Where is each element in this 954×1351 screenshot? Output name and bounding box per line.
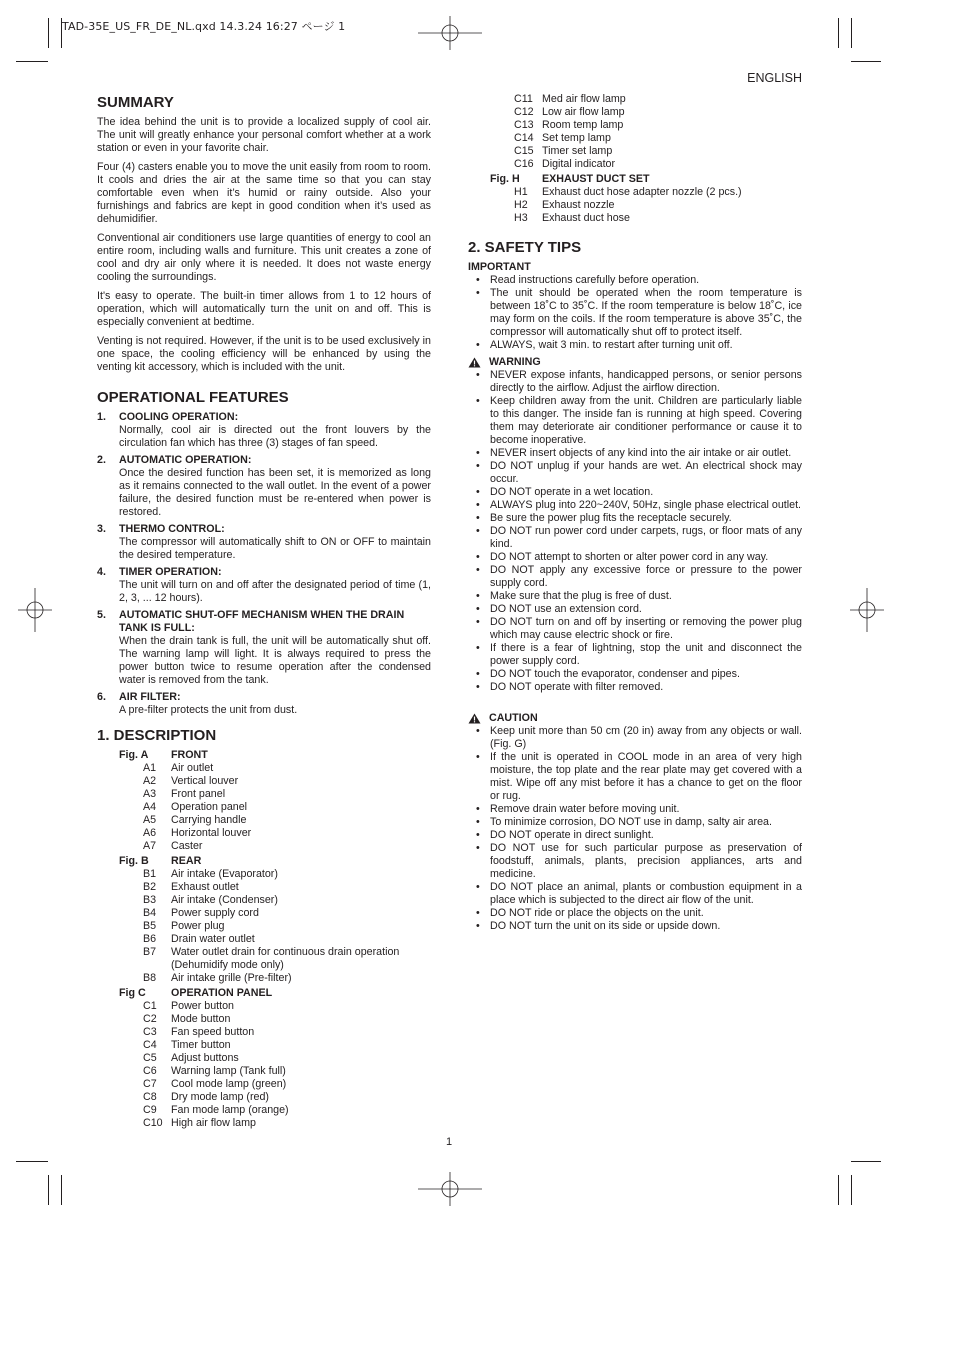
- feature-number: 3.: [97, 523, 106, 535]
- figure-part: [119, 762, 431, 775]
- part-code: C7: [143, 1078, 157, 1090]
- figure-part: [490, 119, 802, 132]
- part-name: Caster: [171, 840, 203, 852]
- part-name: Set temp lamp: [542, 132, 611, 144]
- feature-item: [97, 566, 431, 605]
- figure-name: REAR: [171, 855, 202, 867]
- feature-title: COOLING OPERATION:: [119, 411, 239, 423]
- figure-heading: [119, 987, 431, 1000]
- part-name: Water outlet drain for continuous drain operation (Dehumidify mode only): [171, 946, 400, 971]
- summary-paragraph: Four (4) casters enable you to move the unit easily from room to room. It cools and dries the air at the same time so that you can stay comfortable even when it’s humid or rainy outside. Also your furnishings and fabrics are kept in good condition when it’s used as dehumidifier.: [97, 161, 431, 225]
- important-label: IMPORTANT: [468, 261, 531, 273]
- bullet-item: • The unit should be operated when the room temperature is between 18˚C to 35˚C. If the room temperature is below 18˚C, ice may form on the coils. If the room temperature is above 35˚C, the compressor will automatically shut off to protect itself.: [468, 287, 802, 339]
- part-name: Exhaust duct hose: [542, 212, 630, 224]
- part-name: Cool mode lamp (green): [171, 1078, 287, 1090]
- part-code: A1: [143, 762, 157, 774]
- figure-label: Fig. B: [119, 855, 149, 867]
- bullet-item: • DO NOT turn on and off by inserting or removing the power plug which may cause electric shock or fire.: [468, 616, 802, 642]
- part-code: A2: [143, 775, 157, 787]
- bullet-item: • To minimize corrosion, DO NOT use in damp, salty air area.: [468, 816, 802, 829]
- feature-body: Normally, cool air is directed out the front louvers by the circulation fan which has three (3) stages of fan speed.: [119, 424, 431, 449]
- feature-item: [97, 523, 431, 562]
- part-code: A5: [143, 814, 157, 826]
- part-code: C3: [143, 1026, 157, 1038]
- part-code: C15: [514, 145, 534, 157]
- part-name: Digital indicator: [542, 158, 616, 170]
- part-code: B5: [143, 920, 157, 932]
- part-code: C10: [143, 1117, 163, 1129]
- feature-item: [97, 411, 431, 450]
- part-code: B8: [143, 972, 157, 984]
- bullet-item: • DO NOT turn the unit on its side or upside down.: [468, 920, 802, 933]
- part-name: Power plug: [171, 920, 225, 932]
- part-name: Air outlet: [171, 762, 214, 774]
- part-name: Vertical louver: [171, 775, 239, 787]
- part-name: Air intake (Condenser): [171, 894, 278, 906]
- registration-mark-bottom: [418, 1172, 482, 1206]
- figure-part: [490, 145, 802, 158]
- feature-heading: [97, 691, 431, 704]
- feature-item: [97, 691, 431, 717]
- feature-heading: [97, 523, 431, 536]
- feature-body: The unit will turn on and off after the designated period of time (1, 2, 3, ... 12 hours).: [119, 579, 431, 604]
- part-code: H1: [514, 186, 528, 198]
- feature-item: [97, 454, 431, 519]
- caution-label: CAUTION: [489, 712, 538, 724]
- figure-label: Fig. H: [490, 173, 520, 185]
- file-slug: TAD-35E_US_FR_DE_NL.qxd 14.3.24 16:27 ページ 1: [62, 20, 346, 33]
- feature-body: The compressor will automatically shift to ON or OFF to maintain the desired temperature.: [119, 536, 431, 561]
- part-name: Power supply cord: [171, 907, 259, 919]
- warning-label: WARNING: [489, 356, 541, 368]
- bullet-item: • If the unit is operated in COOL mode in an area of very high moisture, the top plate and the rear plate may get covered with a mist. Wipe off any mist before it has a chance to get on the floor or rug.: [468, 751, 802, 803]
- caution-list: [468, 725, 802, 933]
- safety-heading: 2. SAFETY TIPS: [468, 239, 582, 256]
- feature-title: THERMO CONTROL:: [119, 523, 225, 535]
- part-name: Exhaust outlet: [171, 881, 239, 893]
- description-figures: [97, 749, 431, 1130]
- summary-heading: SUMMARY: [97, 94, 174, 111]
- bullet-item: • DO NOT touch the evaporator, condenser and pipes.: [468, 668, 802, 681]
- part-code: C8: [143, 1091, 157, 1103]
- part-code: C13: [514, 119, 534, 131]
- bullet-item: • ALWAYS plug into 220~240V, 50Hz, single phase electrical outlet.: [468, 499, 802, 512]
- feature-title: AIR FILTER:: [119, 691, 181, 703]
- figure-part: [490, 199, 802, 212]
- feature-item: [97, 609, 431, 687]
- part-code: B2: [143, 881, 157, 893]
- feature-heading: [97, 566, 431, 579]
- part-name: Fan speed button: [171, 1026, 255, 1038]
- feature-title: AUTOMATIC SHUT-OFF MECHANISM WHEN THE DRAIN TANK IS FULL:: [119, 609, 405, 634]
- feature-heading: [97, 609, 431, 635]
- part-name: Horizontal louver: [171, 827, 252, 839]
- feature-number: 5.: [97, 609, 106, 621]
- part-name: Operation panel: [171, 801, 248, 813]
- part-code: B7: [143, 946, 157, 958]
- summary-body: [97, 116, 431, 374]
- feature-title: TIMER OPERATION:: [119, 566, 222, 578]
- caution-heading: [468, 712, 802, 725]
- bullet-item: • DO NOT use an extension cord.: [468, 603, 802, 616]
- feature-heading: [97, 411, 431, 424]
- figure-part: [119, 1000, 431, 1013]
- figure-part: [119, 827, 431, 840]
- figure-label: Fig. A: [119, 749, 149, 761]
- language-label: ENGLISH: [747, 71, 802, 85]
- bullet-item: • DO NOT operate in a wet location.: [468, 486, 802, 499]
- part-name: Warning lamp (Tank full): [171, 1065, 286, 1077]
- bullet-item: • Remove drain water before moving unit.: [468, 803, 802, 816]
- important-list: [468, 274, 802, 352]
- figure-group: [119, 987, 431, 1130]
- bullet-item: • DO NOT operate in direct sunlight.: [468, 829, 802, 842]
- figure-heading: [119, 749, 431, 762]
- figure-part: [119, 1026, 431, 1039]
- figure-label: Fig C: [119, 987, 146, 999]
- figure-name: FRONT: [171, 749, 208, 761]
- figure-heading: [119, 855, 431, 868]
- part-name: Exhaust nozzle: [542, 199, 615, 211]
- bullet-item: • DO NOT ride or place the objects on the unit.: [468, 907, 802, 920]
- part-name: Dry mode lamp (red): [171, 1091, 269, 1103]
- part-code: C16: [514, 158, 534, 170]
- part-code: H3: [514, 212, 528, 224]
- warning-heading: [468, 356, 802, 369]
- feature-number: 6.: [97, 691, 106, 703]
- part-code: C1: [143, 1000, 157, 1012]
- figure-part: [119, 1039, 431, 1052]
- left-column: [97, 94, 431, 1130]
- part-name: Carrying handle: [171, 814, 247, 826]
- part-code: A7: [143, 840, 157, 852]
- part-name: Fan mode lamp (orange): [171, 1104, 289, 1116]
- figure-part: [119, 1078, 431, 1091]
- bullet-item: • DO NOT operate with filter removed.: [468, 681, 802, 694]
- right-column: [468, 94, 802, 937]
- part-code: B1: [143, 868, 157, 880]
- caution-icon: [468, 713, 481, 724]
- part-name: Power button: [171, 1000, 234, 1012]
- bullet-item: • NEVER insert objects of any kind into the air intake or air outlet.: [468, 447, 802, 460]
- page-number: 1: [446, 1136, 453, 1148]
- figure-part: [119, 946, 431, 972]
- figure-part: [119, 1104, 431, 1117]
- figure-group: [490, 93, 802, 171]
- figure-part: [119, 1013, 431, 1026]
- figure-part: [119, 840, 431, 853]
- bullet-item: • Make sure that the plug is free of dust.: [468, 590, 802, 603]
- part-code: C14: [514, 132, 534, 144]
- bullet-item: • Be sure the power plug fits the receptacle securely.: [468, 512, 802, 525]
- features-heading: OPERATIONAL FEATURES: [97, 389, 289, 406]
- part-code: C5: [143, 1052, 157, 1064]
- part-name: Timer button: [171, 1039, 231, 1051]
- figure-group: [119, 855, 431, 985]
- part-code: C11: [514, 93, 533, 105]
- part-code: B3: [143, 894, 157, 906]
- figure-name: EXHAUST DUCT SET: [542, 173, 650, 185]
- bullet-item: • DO NOT unplug if your hands are wet. An electrical shock may occur.: [468, 460, 802, 486]
- part-code: A6: [143, 827, 157, 839]
- bullet-item: • DO NOT place an animal, plants or combustion equipment in a place which is subjected to the direct air flow of the unit.: [468, 881, 802, 907]
- figure-part: [119, 1091, 431, 1104]
- figure-group: [490, 173, 802, 225]
- figure-name: OPERATION PANEL: [171, 987, 273, 999]
- figure-part: [490, 158, 802, 171]
- part-code: C4: [143, 1039, 157, 1051]
- features-list: [97, 411, 431, 717]
- figure-part: [490, 106, 802, 119]
- bullet-item: • NEVER expose infants, handicapped persons, or senior persons directly to the airflow. Adjust the airflow direction.: [468, 369, 802, 395]
- figure-part: [490, 212, 802, 225]
- part-name: Low air flow lamp: [542, 106, 625, 118]
- figure-part: [490, 93, 802, 106]
- figure-part: [119, 933, 431, 946]
- bullet-item: • DO NOT apply any excessive force or pressure to the power supply cord.: [468, 564, 802, 590]
- bullet-item: • If there is a fear of lightning, stop the unit and disconnect the power supply cord.: [468, 642, 802, 668]
- part-name: Mode button: [171, 1013, 231, 1025]
- part-code: B6: [143, 933, 157, 945]
- feature-body: A pre-filter protects the unit from dust.: [119, 704, 298, 716]
- figure-part: [490, 186, 802, 199]
- figure-heading: [490, 173, 802, 186]
- bullet-item: • ALWAYS, wait 3 min. to restart after turning unit off.: [468, 339, 802, 352]
- description-figures-continued: [468, 93, 802, 225]
- figure-part: [119, 972, 431, 985]
- part-code: H2: [514, 199, 528, 211]
- figure-part: [119, 775, 431, 788]
- important-heading: [468, 261, 802, 274]
- figure-part: [490, 132, 802, 145]
- description-heading: 1. DESCRIPTION: [97, 727, 217, 744]
- part-name: High air flow lamp: [171, 1117, 256, 1129]
- figure-part: [119, 1065, 431, 1078]
- figure-part: [119, 894, 431, 907]
- figure-part: [119, 868, 431, 881]
- part-name: Front panel: [171, 788, 226, 800]
- part-name: Adjust buttons: [171, 1052, 239, 1064]
- figure-part: [119, 814, 431, 827]
- bullet-item: • Read instructions carefully before operation.: [468, 274, 802, 287]
- feature-number: 2.: [97, 454, 106, 466]
- part-code: C9: [143, 1104, 157, 1116]
- figure-part: [119, 801, 431, 814]
- figure-part: [119, 1117, 431, 1130]
- figure-group: [119, 749, 431, 853]
- warning-list: [468, 369, 802, 694]
- figure-part: [119, 1052, 431, 1065]
- part-name: Timer set lamp: [542, 145, 613, 157]
- registration-mark-right: [850, 588, 884, 632]
- summary-paragraph: Conventional air conditioners use large quantities of energy to cool an entire room, including walls and furniture. This unit creates a zone of cool and dry air only where it is needed. It does not waste energy cooling the surroundings.: [97, 232, 431, 283]
- feature-number: 1.: [97, 411, 106, 423]
- part-code: C6: [143, 1065, 157, 1077]
- bullet-item: • DO NOT attempt to shorten or alter power cord in any way.: [468, 551, 802, 564]
- feature-number: 4.: [97, 566, 106, 578]
- bullet-item: • Keep children away from the unit. Children are particularly liable to this danger. The inside fan is running at high speed. Covering them may deteriorate air conditioner performance or cause it to become inoperative.: [468, 395, 802, 447]
- part-name: Med air flow lamp: [542, 93, 626, 105]
- registration-mark-left: [18, 588, 52, 632]
- feature-title: AUTOMATIC OPERATION:: [119, 454, 252, 466]
- part-code: B4: [143, 907, 157, 919]
- registration-mark-top: [418, 16, 482, 50]
- bullet-item: • DO NOT use for such particular purpose as preservation of foodstuff, animals, plants, precision appliances, arts and medicine.: [468, 842, 802, 881]
- feature-body: When the drain tank is full, the unit will be automatically shut off. The warning lamp will light. It is always required to press the power button twice to resume operation after the condensed water is removed from the tank.: [119, 635, 431, 686]
- part-name: Exhaust duct hose adapter nozzle (2 pcs.): [542, 186, 742, 198]
- feature-heading: [97, 454, 431, 467]
- part-name: Air intake (Evaporator): [171, 868, 278, 880]
- bullet-item: • DO NOT run power cord under carpets, rugs, or floor mats of any kind.: [468, 525, 802, 551]
- part-code: A4: [143, 801, 157, 813]
- part-name: Room temp lamp: [542, 119, 624, 131]
- part-code: C2: [143, 1013, 157, 1025]
- summary-paragraph: Venting is not required. However, if the unit is to be used exclusively in one space, the cooling efficiency will be enhanced by using the venting kit accessory, which is included with the unit.: [97, 335, 431, 373]
- figure-part: [119, 881, 431, 894]
- summary-paragraph: It's easy to operate. The built-in timer allows from 1 to 12 hours of operation, which will automatically turn the unit on and off. This is especially convenient at bedtime.: [97, 290, 431, 328]
- summary-paragraph: The idea behind the unit is to provide a localized supply of cool air. The unit will greatly enhance your personal comfort whether at a work station or even in your favorite chair.: [97, 116, 431, 154]
- feature-body: Once the desired function has been set, it is memorized as long as it remains connected to the wall outlet. In the event of a power failure, the desired function must be re-entered when power is restored.: [119, 467, 431, 518]
- part-code: A3: [143, 788, 157, 800]
- part-code: C12: [514, 106, 534, 118]
- figure-part: [119, 920, 431, 933]
- part-name: Air intake grille (Pre-filter): [171, 972, 292, 984]
- figure-part: [119, 907, 431, 920]
- bullet-item: • Keep unit more than 50 cm (20 in) away from any objects or wall. (Fig. G): [468, 725, 802, 751]
- warning-icon: [468, 357, 481, 368]
- figure-part: [119, 788, 431, 801]
- part-name: Drain water outlet: [171, 933, 255, 945]
